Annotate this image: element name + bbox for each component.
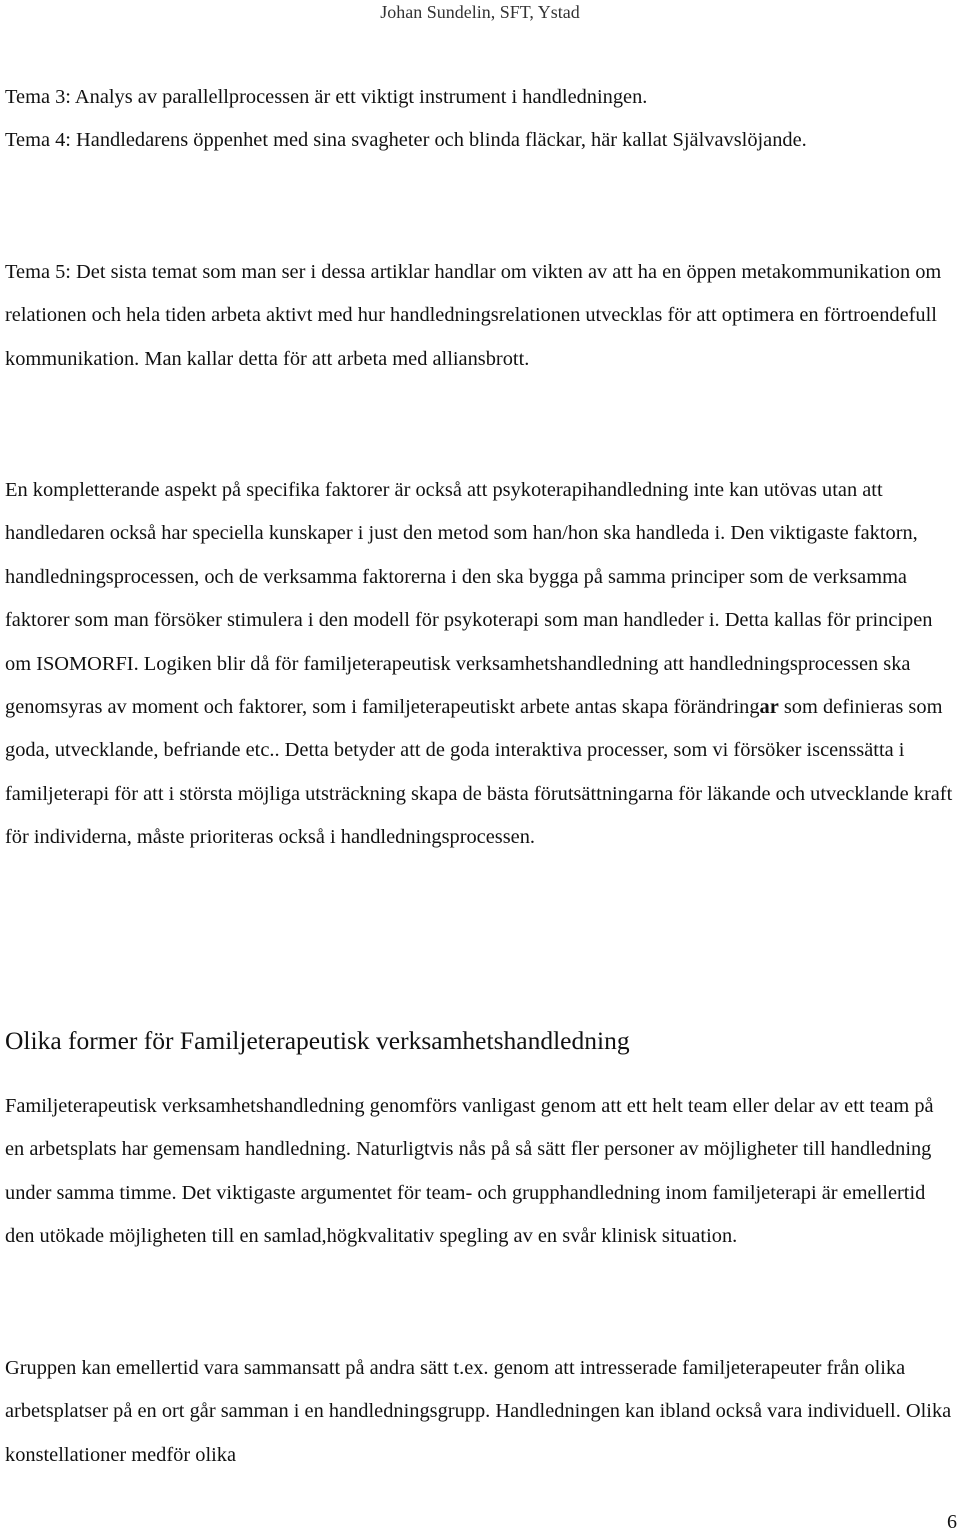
theme-3: Tema 3: Analys av parallellprocessen är ett viktigt instrument i handledningen.: [5, 86, 648, 108]
isomorfi-bold-suffix: ar: [759, 696, 779, 719]
section-paragraph-1: Familjeterapeutisk verksamhetshandledning genomförs vanligast genom att ett helt team eller delar av ett team på en arbetsplats har gemensam handledning. Naturligtvis nås på så sätt fler personer av möjligheter till handledning under samma timme. Det viktigaste argumentet för team- och grupphandledning inom familjeterapi är emellertid den utökade möjligheten till en samlad,högkvalitativ spegling av en svår klinisk situation.: [5, 1095, 934, 1248]
section-paragraph-2: Gruppen kan emellertid vara sammansatt på andra sätt t.ex. genom att intresserade familjeterapeuter från olika arbetsplatser på en ort går samman i en handledningsgrupp. Handledningen kan ibland också vara individuell. Olika konstellationer medför olika: [5, 1357, 952, 1466]
page-number: 6: [947, 1511, 957, 1533]
themes-block: [5, 76, 953, 163]
section-paragraph-1-block: [5, 1085, 953, 1259]
section-heading: Olika former för Familjeterapeutisk verksamhetshandledning: [5, 1026, 630, 1055]
section-paragraph-2-block: [5, 1347, 953, 1477]
theme-5: Tema 5: Det sista temat som man ser i dessa artiklar handlar om vikten av att ha en öppen metakommunikation om relationen och hela tiden arbeta aktivt med hur handledningsrelationen utvecklas för att optimera en förtroendefull kommunikation. Man kallar detta för att arbeta med alliansbrott.: [5, 261, 942, 370]
isomorfi-paragraph: [5, 469, 953, 860]
theme-4: Tema 4: Handledarens öppenhet med sina svagheter och blinda fläckar, här kallat Självavslöjande.: [5, 129, 807, 152]
theme-5-block: [5, 251, 953, 381]
isomorfi-text-start: En kompletterande aspekt på specifika faktorer är också att psykoterapihandledning inte kan utövas utan att handledaren också har speciella kunskaper i just den metod som han/hon ska handleda i. Den viktigaste faktorn, handledningsprocessen, och de verksamma faktorerna i den ska bygga på samma principer som de verksamma faktorer som man försöker stimulera i den modell för psykoterapi som man handleder i. Detta kallas för principen om ISOMORFI. Logiken blir då för familjeterapeutisk verksamhetshandledning att handledningsprocessen ska genomsyras av moment och faktorer, som i familjeterapeutiskt arbete antas skapa förändring: [5, 479, 933, 719]
running-header: Johan Sundelin, SFT, Ystad: [380, 2, 580, 22]
isomorfi-block: [5, 469, 953, 860]
isomorfi-text-end: som definieras som goda, utvecklande, befriande etc.. Detta betyder att de goda interaktiva processer, som vi försöker iscenssätta i familjeterapi för att i största möjliga utsträckning skapa de bästa förutsättningarna för läkande och utvecklande kraft för individerna, måste prioriteras också i handledningsprocessen.: [5, 696, 953, 849]
